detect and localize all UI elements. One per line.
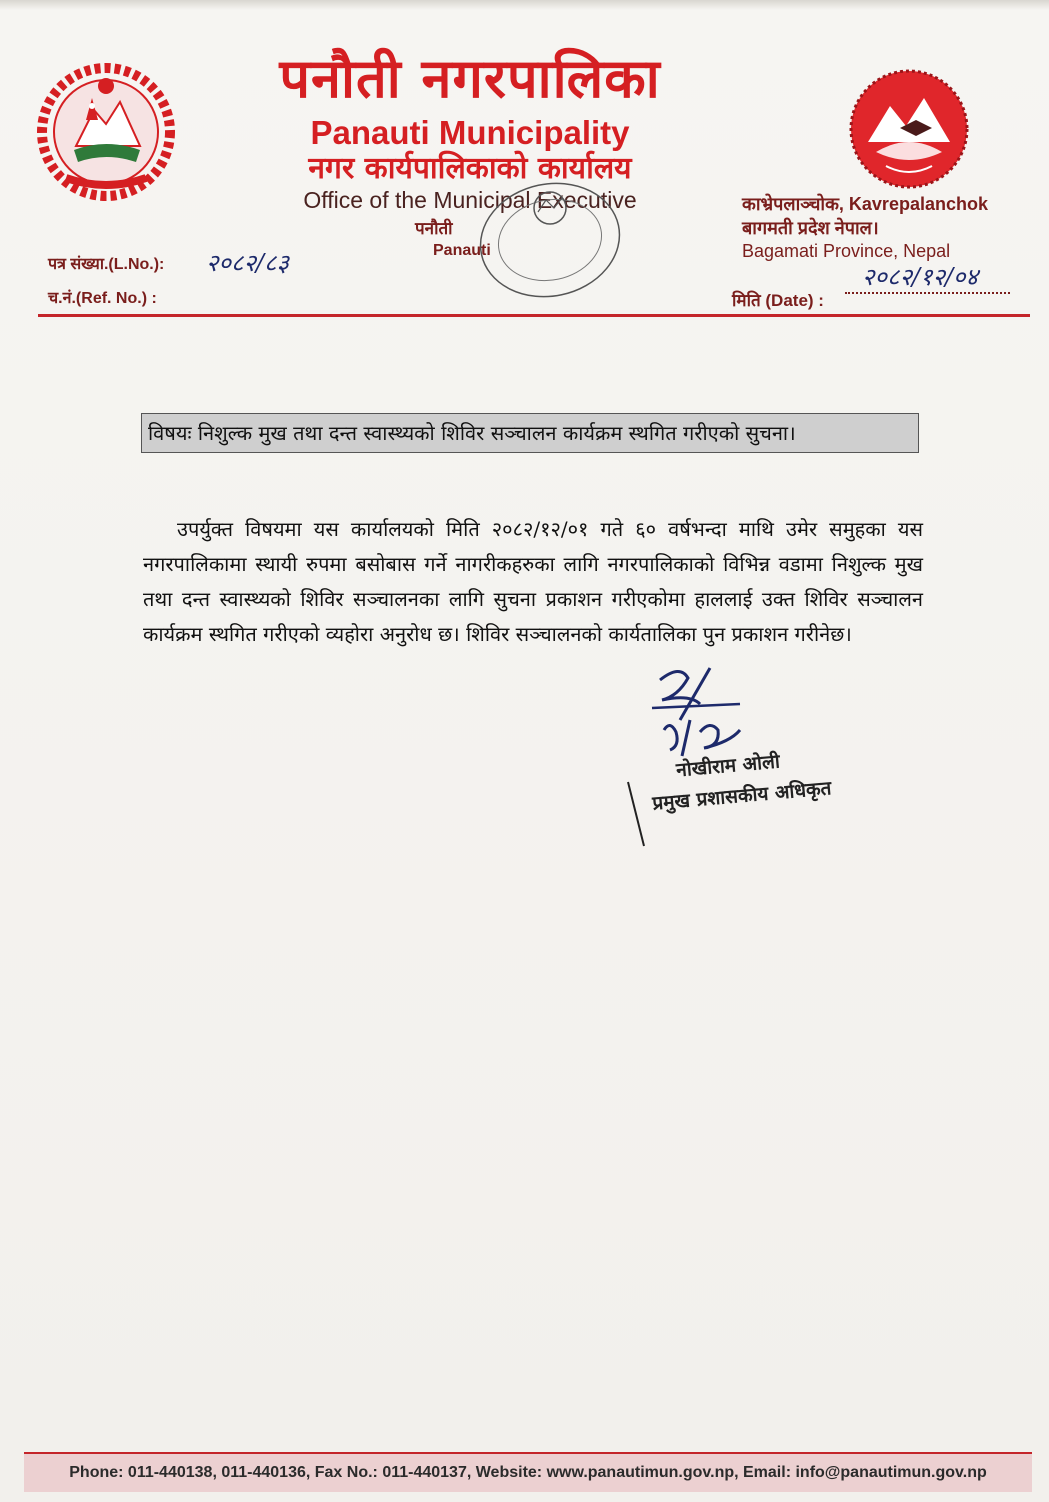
signatory-title: प्रमुख प्रशासकीय अधिकृत xyxy=(651,777,833,815)
reference-number-label: च.नं.(Ref. No.) : xyxy=(48,290,157,307)
nepal-emblem-icon xyxy=(36,58,176,206)
date-value: २०८२/१२/०४ xyxy=(862,263,979,291)
letter-number-label: पत्र संख्या.(L.No.): xyxy=(48,256,165,273)
footer-contact-info: Phone: 011-440138, 011-440136, Fax No.: 011-440137, Website: www.panautimun.gov.np, Email: info@panautimun.gov.np xyxy=(24,1452,1032,1492)
letter-number-value: २०८२/८३ xyxy=(206,249,289,277)
date-dotted-line xyxy=(845,290,1010,294)
municipality-name-nepali: पनौती नगरपालिका xyxy=(279,47,661,110)
scan-edge-shadow xyxy=(0,0,1049,10)
letter-body: उपर्युक्त विषयमा यस कार्यालयको मिति २०८२/१२/०१ गते ६० वर्षभन्दा माथि उमेर समुहका यस नगरपालिकामा स्थायी रुपमा बसोबास गर्ने नागरीकहरुका लागि नगरपालिकाको विभिन्न वडामा निशुल्क मुख तथा दन्त स्वास्थ्यको शिविर सञ्चालनका लागि सुचना प्रकाशन गरीएकोमा हाललाई उक्त शिविर सञ्चालन कार्यक्रम स्थगित गरीएको व्यहोरा अनुरोध छ। शिविर सञ्चालनको कार्यतालिका पुन प्रकाशन गरीनेछ। xyxy=(143,517,923,646)
address-line-2: बागमती प्रदेश नेपाल। xyxy=(742,218,879,238)
municipality-name-english: Panauti Municipality xyxy=(310,114,630,151)
address-line-1: काभ्रेपलाञ्चोक, Kavrepalanchok xyxy=(742,194,988,214)
signatory-name: नोखीराम ओली xyxy=(675,750,781,782)
signature-side-stroke xyxy=(622,780,652,850)
office-name-nepali: नगर कार्यपालिकाको कार्यालय xyxy=(308,151,632,186)
office-name-english: Office of the Municipal Executive xyxy=(303,187,637,213)
stamp-text-english: Panauti xyxy=(433,242,491,259)
date-label: मिति (Date) : xyxy=(732,291,824,310)
stamp-text-nepali: पनौती xyxy=(415,219,453,239)
subject-line: विषयः निशुल्क मुख तथा दन्त स्वास्थ्यको शिविर सञ्चालन कार्यक्रम स्थगित गरीएको सुचना। xyxy=(141,413,919,453)
header-divider xyxy=(38,314,1030,317)
panauti-municipality-logo-icon xyxy=(846,68,972,190)
address-line-3: Bagamati Province, Nepal xyxy=(742,241,951,261)
